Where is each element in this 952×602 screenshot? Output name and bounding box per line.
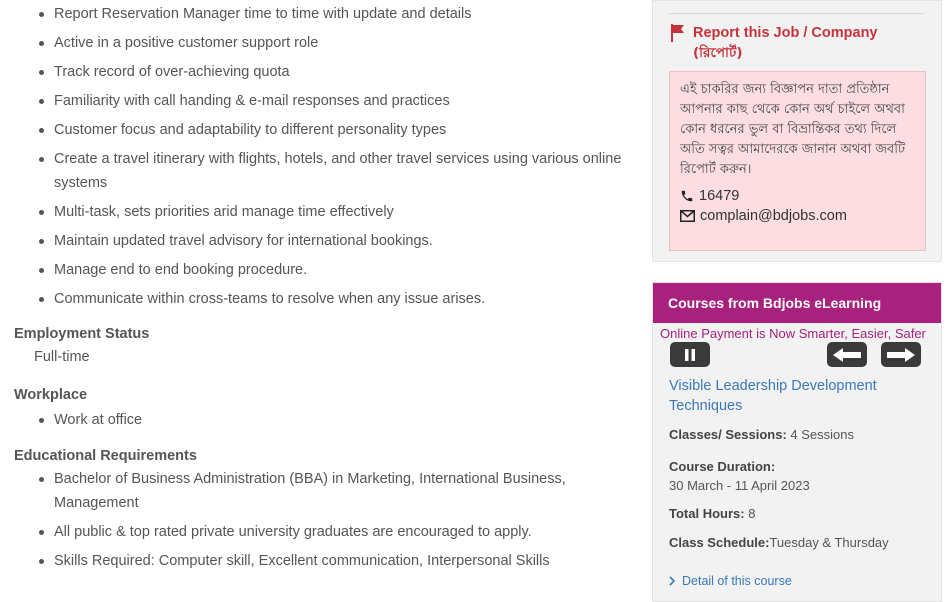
course-detail-link[interactable] bbox=[669, 574, 792, 588]
flag-icon bbox=[670, 23, 688, 63]
list-item: Bachelor of Business Administration (BBA) in Marketing, International Business, Management bbox=[38, 467, 618, 515]
fraud-warning-box bbox=[669, 71, 926, 251]
education-list bbox=[0, 467, 640, 573]
next-button[interactable] bbox=[881, 342, 921, 367]
divider bbox=[669, 13, 925, 14]
workplace-list bbox=[0, 408, 640, 432]
list-item: Customer focus and adaptability to different personality types bbox=[38, 118, 640, 142]
schedule-label: Class Schedule: bbox=[669, 535, 770, 550]
list-item: Active in a positive customer support role bbox=[38, 31, 640, 55]
arrow-right-icon bbox=[886, 347, 916, 363]
report-link-text bbox=[693, 23, 878, 63]
list-item: Manage end to end booking procedure. bbox=[38, 258, 640, 282]
prev-button[interactable] bbox=[827, 342, 867, 367]
phone-contact bbox=[680, 188, 915, 204]
list-item: Track record of over-achieving quota bbox=[38, 60, 640, 84]
list-item: Work at office bbox=[38, 408, 640, 432]
list-item: Report Reservation Manager time to time with update and details bbox=[38, 2, 640, 26]
arrow-left-icon bbox=[832, 347, 862, 363]
report-link-label: Report this Job / Company bbox=[693, 25, 878, 41]
courses-header: Courses from Bdjobs eLearning bbox=[653, 283, 941, 323]
employment-status-heading: Employment Status bbox=[14, 326, 150, 342]
list-item: Communicate within cross-teams to resolve when any issue arises. bbox=[38, 287, 640, 311]
mail-icon bbox=[680, 210, 695, 222]
hours-label: Total Hours: bbox=[669, 506, 745, 521]
hours-value: 8 bbox=[744, 506, 756, 521]
list-item: Create a travel itinerary with flights, hotels, and other travel services using various online systems bbox=[38, 147, 628, 195]
pause-icon bbox=[683, 348, 697, 362]
report-job-link[interactable] bbox=[670, 23, 878, 63]
course-title-link[interactable]: Visible Leadership Development Techniques bbox=[669, 378, 877, 414]
report-link-label-bn: (রিপোর্ট) bbox=[693, 45, 743, 61]
pause-button[interactable] bbox=[670, 342, 710, 367]
email-address[interactable]: complain@bdjobs.com bbox=[700, 208, 847, 224]
employment-status-value: Full-time bbox=[34, 349, 90, 365]
list-item: Maintain updated travel advisory for international bookings. bbox=[38, 229, 640, 253]
classes-value: 4 Sessions bbox=[786, 427, 854, 442]
list-item: Skills Required: Computer skill, Excellent communication, Interpersonal Skills bbox=[38, 549, 640, 573]
phone-number[interactable]: 16479 bbox=[699, 188, 740, 204]
classes-info bbox=[669, 427, 854, 442]
list-item: Familiarity with call handing & e-mail responses and practices bbox=[38, 89, 640, 113]
payment-marquee[interactable]: Online Payment is Now Smarter, Easier, Safer bbox=[660, 326, 926, 341]
detail-link-label: Detail of this course bbox=[682, 574, 792, 588]
report-panel bbox=[652, 0, 942, 262]
email-contact bbox=[680, 208, 915, 224]
duration-value: 30 March - 11 April 2023 bbox=[669, 478, 810, 493]
responsibilities-list bbox=[0, 2, 640, 311]
hours-info bbox=[669, 506, 755, 521]
duration-label: Course Duration: bbox=[669, 459, 776, 474]
classes-label: Classes/ Sessions: bbox=[669, 427, 787, 442]
schedule-value: Tuesday & Thursday bbox=[769, 535, 889, 550]
courses-panel bbox=[652, 282, 942, 602]
phone-icon bbox=[680, 189, 694, 203]
schedule-info bbox=[669, 535, 889, 550]
workplace-heading: Workplace bbox=[14, 387, 88, 403]
education-heading: Educational Requirements bbox=[14, 448, 197, 464]
duration-info bbox=[669, 457, 810, 495]
warning-message: এই চাকরির জন্য বিজ্ঞাপন দাতা প্রতিষ্ঠান আপনার কাছ থেকে কোন অর্থ চাইলে অথবা কোন ধরনের ভুল বা বিভ্রান্তিকর তথ্য দিলে অতি সত্বর আমাদেরকে জানান অথবা জবটি রিপোর্ট করুন। bbox=[680, 82, 906, 177]
list-item: All public & top rated private university graduates are encouraged to apply. bbox=[38, 520, 640, 544]
list-item: Multi-task, sets priorities arid manage time effectively bbox=[38, 200, 640, 224]
chevron-right-icon bbox=[669, 576, 675, 586]
